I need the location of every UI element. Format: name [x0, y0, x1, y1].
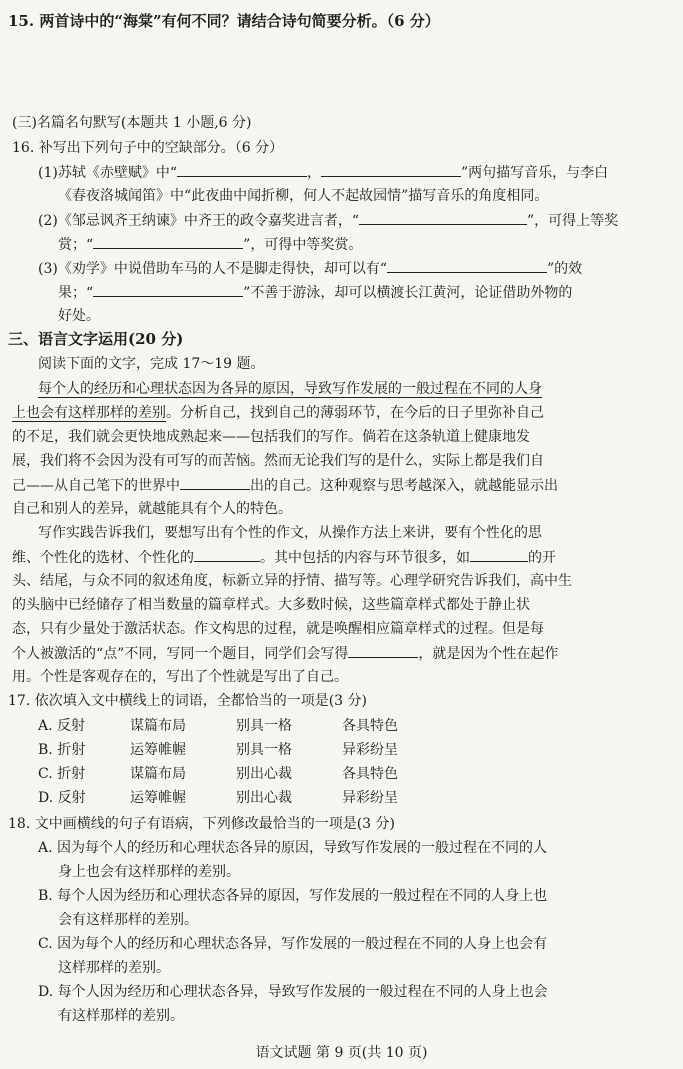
q17-c-word1: C. 折射	[38, 766, 86, 782]
q16-item1-line1	[38, 163, 683, 182]
q18-option-d-line2: 有这样那样的差别。	[58, 1008, 184, 1024]
q16-blank-5[interactable]	[387, 259, 547, 273]
q17-a-word4: 各具特色	[342, 718, 398, 734]
page-footer: 语文试题 第 9 页(共 10 页)	[255, 1045, 428, 1061]
q17-b-word2: 运筹帷幄	[130, 742, 186, 758]
passage-blank-1[interactable]	[180, 476, 250, 490]
q17-a-word1: A. 反射	[38, 718, 86, 734]
p1-line2-rest: 。分析自己，找到自己的薄弱环节，在今后的日子里弥补自己	[166, 405, 544, 421]
q16-item2-line1	[38, 211, 683, 230]
q17-option-d[interactable]	[38, 789, 398, 807]
q18-option-b-line2: 会有这样那样的差别。	[58, 912, 198, 928]
passage-blank-3[interactable]	[470, 548, 528, 562]
q16-item3-text-d: ”不善于游泳，却可以横渡长江黄河，论证借助外物的	[243, 285, 573, 301]
q17-a-word2: 谋篇布局	[130, 718, 186, 734]
p1-line3: 的不足，我们就会更快地成熟起来——包括我们的写作。倘若在这条轨道上健康地发	[12, 429, 530, 445]
q16-item1-text-c: ”两句描写音乐，与李白	[461, 165, 609, 181]
part3-intro: 阅读下面的文字，完成 17～19 题。	[38, 356, 265, 372]
q16-item3-line2	[58, 283, 683, 302]
q17-d-word3: 别出心裁	[236, 790, 292, 806]
q15-stem: 15. 两首诗中的“海棠”有何不同？请结合诗句简要分析。（6 分）	[8, 12, 440, 30]
p1-line4: 展，我们将不会因为没有可写的而苦恼。然而无论我们写的是什么，实际上都是我们自	[12, 453, 544, 469]
p2-line5: 态，只有少量处于激活状态。作文构思的过程，就是唤醒相应篇章样式的过程。但是每	[12, 621, 544, 637]
q18-stem: 18. 文中画横线的句子有语病，下列修改最恰当的一项是(3 分)	[8, 816, 395, 832]
p2-line2-text-b: 。其中包括的内容与环节很多，如	[260, 550, 470, 566]
q18-option-d-line1[interactable]: D. 每个人因为经历和心理状态各异，导致写作发展的一般过程在不同的人身上也会	[38, 984, 548, 1000]
q16-item2-line2	[58, 235, 683, 254]
q16-item3-text-a: (3)《劝学》中说借助车马的人不是脚走得快，却可以有“	[38, 261, 387, 277]
p2-line3: 头、结尾，与众不同的叙述角度，标新立异的抒情、描写等。心理学研究告诉我们，高中生	[12, 573, 572, 589]
section3-header: (三)名篇名句默写(本题共 1 小题,6 分)	[12, 115, 252, 131]
q17-b-word4: 异彩纷呈	[342, 742, 398, 758]
p1-line5-text-b: 出的自己。这种观察与思考越深入，就越能显示出	[250, 478, 558, 494]
p2-line6-text-b: ，就是因为个性在起作	[418, 646, 559, 662]
q16-blank-6[interactable]	[93, 283, 243, 297]
q17-option-c[interactable]	[38, 765, 398, 783]
q16-item1-text-a: (1)苏轼《赤壁赋》中“	[38, 165, 177, 181]
p2-line2	[12, 548, 683, 567]
q16-item2-text-b: ”，可得上等奖	[527, 213, 619, 229]
q16-blank-1[interactable]	[177, 163, 307, 177]
q16-item2-text-c: 赏；“	[58, 237, 94, 253]
p1-line5-text-a: 己——从自己笔下的世界中	[12, 478, 180, 494]
q17-c-word2: 谋篇布局	[130, 766, 186, 782]
p2-line6	[12, 644, 683, 663]
p2-line4: 的头脑中已经储存了相当数量的篇章样式。大多数时候，这些篇章样式都处于静止状	[12, 597, 530, 613]
q16-item3-line1	[38, 259, 683, 278]
q16-item1-line2: 《春夜洛城闻笛》中“此夜曲中闻折柳，何人不起故园情”描写音乐的角度相同。	[58, 188, 549, 204]
p1-underlined-sentence-a: 每个人的经历和心理状态因为各异的原因，导致写作发展的一般过程在不同的人身	[38, 381, 542, 397]
part3-header: 三、语言文字运用(20 分)	[8, 330, 184, 348]
q17-d-word1: D. 反射	[38, 790, 86, 806]
q17-b-word1: B. 折射	[38, 742, 86, 758]
p1-line2	[12, 404, 683, 422]
q18-option-a-line1[interactable]: A. 因为每个人的经历和心理状态各异的原因，导致写作发展的一般过程在不同的人	[38, 840, 548, 856]
p2-line1: 写作实践告诉我们，要想写出有个性的作文，从操作方法上来讲，要有个性化的思	[38, 525, 542, 541]
q16-item2-text-a: (2)《邹忌讽齐王纳谏》中齐王的政令嘉奖进言者，“	[38, 213, 359, 229]
q17-b-word3: 别具一格	[236, 742, 292, 758]
p1-line1	[38, 380, 683, 398]
p2-line6-text-a: 个人被激活的“点”不同，写同一个题目，同学们会写得	[12, 646, 349, 662]
q17-c-word4: 各具特色	[342, 766, 398, 782]
q17-a-word3: 别具一格	[236, 718, 292, 734]
p1-line6: 自己和别人的差异，就越能具有个人的特色。	[12, 501, 292, 517]
q17-d-word4: 异彩纷呈	[342, 790, 398, 806]
q18-option-c-line1[interactable]: C. 因为每个人的经历和心理状态各异，写作发展的一般过程在不同的人身上也会有	[38, 936, 548, 952]
passage-blank-2[interactable]	[194, 548, 260, 562]
p2-line2-text-c: 的开	[528, 550, 556, 566]
q16-blank-2[interactable]	[321, 163, 461, 177]
p2-line7: 用。个性是客观存在的，写出了个性就是写出了自己。	[12, 669, 348, 685]
q17-stem: 17. 依次填入文中横线上的词语，全都恰当的一项是(3 分)	[8, 693, 367, 709]
p2-line2-text-a: 维、个性化的选材、个性化的	[12, 550, 194, 566]
passage-blank-4[interactable]	[348, 644, 418, 658]
q16-item3-line3: 好处。	[58, 308, 100, 324]
p1-underlined-sentence-b: 上也会有这样那样的差别	[12, 405, 166, 421]
q16-stem: 16. 补写出下列句子中的空缺部分。（6 分）	[12, 140, 284, 156]
q17-option-a[interactable]	[38, 717, 398, 735]
q16-item3-text-b: ”的效	[547, 261, 583, 277]
q17-c-word3: 别出心裁	[236, 766, 292, 782]
q16-item2-text-d: ”，可得中等奖赏。	[243, 237, 363, 253]
q16-blank-3[interactable]	[359, 211, 527, 225]
q17-d-word2: 运筹帷幄	[130, 790, 186, 806]
q18-option-b-line1[interactable]: B. 每个人因为经历和心理状态各异的原因，写作发展的一般过程在不同的人身上也	[38, 888, 548, 904]
p1-line5	[12, 476, 683, 495]
q16-item1-text-b: ，	[307, 165, 321, 181]
q18-option-c-line2: 这样那样的差别。	[58, 960, 170, 976]
q16-blank-4[interactable]	[93, 235, 243, 249]
q17-option-b[interactable]	[38, 741, 398, 759]
q18-option-a-line2: 身上也会有这样那样的差别。	[58, 864, 240, 880]
q16-item3-text-c: 果；“	[58, 285, 94, 301]
